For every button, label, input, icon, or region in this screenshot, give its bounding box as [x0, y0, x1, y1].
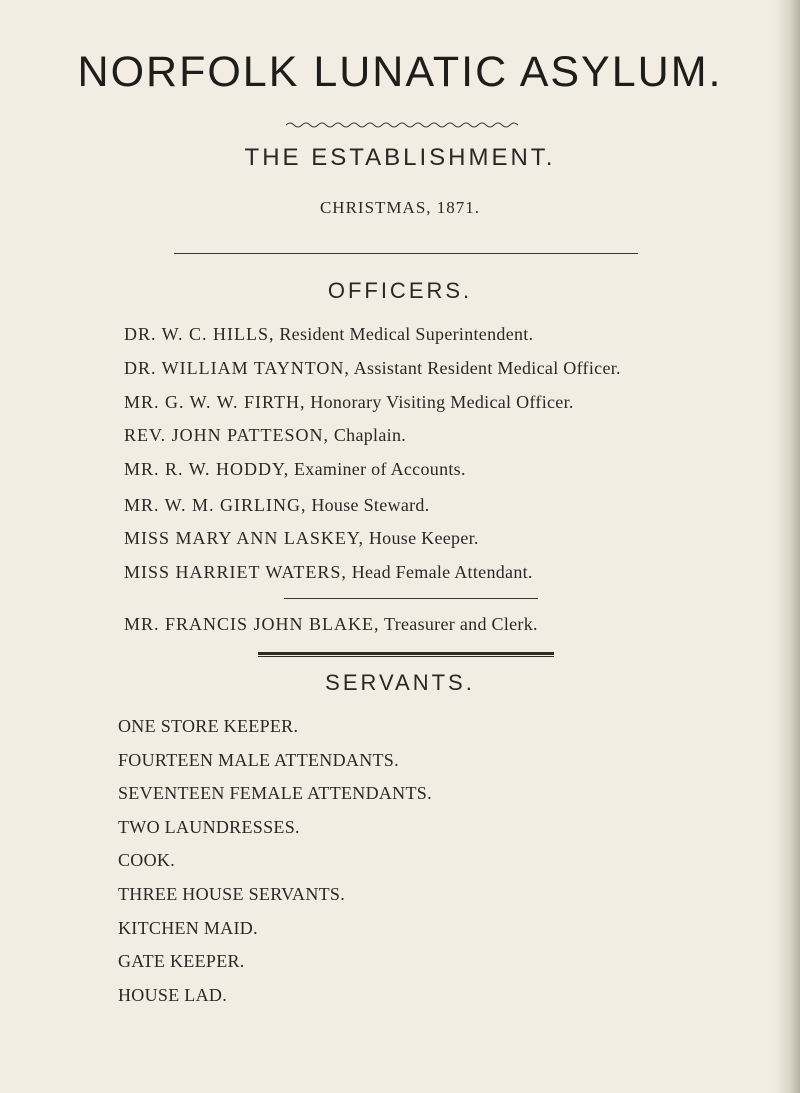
double-divider-rule: [258, 652, 554, 657]
officer-entry: [124, 324, 533, 345]
officers-heading: OFFICERS.: [327, 278, 473, 303]
servant-entry: GATE KEEPER.: [118, 951, 245, 971]
officer-name: MISS MARY ANN LASKEY,: [124, 528, 365, 548]
officer-name: DR. WILLIAM TAYNTON,: [124, 358, 350, 378]
officer-name: MISS HARRIET WATERS,: [124, 562, 347, 582]
officer-role: Examiner of Accounts.: [294, 459, 466, 479]
officer-name: MR. G. W. W. FIRTH,: [124, 392, 306, 412]
officer-name: MR. R. W. HODDY,: [124, 459, 290, 479]
officer-entry: [124, 562, 533, 583]
divider-rule: [174, 253, 638, 254]
servant-entry: COOK.: [118, 850, 176, 870]
officer-entry: [124, 392, 574, 413]
servant-entry: FOURTEEN MALE ATTENDANTS.: [118, 750, 399, 770]
officer-entry: [124, 425, 406, 446]
officer-role: Chaplain.: [333, 425, 407, 445]
officer-entry: [124, 495, 430, 516]
document-date: CHRISTMAS, 1871.: [319, 198, 481, 217]
establishment-subtitle: THE ESTABLISHMENT.: [244, 144, 556, 171]
officer-role: Head Female Attendant.: [351, 562, 533, 582]
servant-entry: ONE STORE KEEPER.: [118, 716, 299, 736]
ornamental-wavy-rule: [286, 120, 518, 130]
servant-entry: KITCHEN MAID.: [118, 918, 258, 938]
officer-entry: [124, 528, 479, 549]
divider-rule: [284, 598, 538, 599]
officer-name: MR. FRANCIS JOHN BLAKE,: [124, 614, 380, 634]
officer-name: MR. W. M. GIRLING,: [124, 495, 307, 515]
officer-name: REV. JOHN PATTESON,: [124, 425, 330, 445]
document-title: NORFOLK LUNATIC ASYLUM.: [77, 48, 723, 96]
officer-role: Resident Medical Superintendent.: [279, 324, 534, 344]
officer-entry: [124, 614, 538, 635]
officer-role: House Steward.: [311, 495, 430, 515]
servant-entry: THREE HOUSE SERVANTS.: [118, 884, 346, 904]
officer-entry: [124, 459, 466, 480]
officer-entry: [124, 358, 621, 379]
officer-role: Honorary Visiting Medical Officer.: [310, 392, 574, 412]
officer-role: Treasurer and Clerk.: [384, 614, 538, 634]
officer-name: DR. W. C. HILLS,: [124, 324, 275, 344]
officer-role: House Keeper.: [368, 528, 479, 548]
servant-entry: TWO LAUNDRESSES.: [118, 817, 300, 837]
servant-entry: HOUSE LAD.: [118, 985, 227, 1005]
officer-role: Assistant Resident Medical Officer.: [353, 358, 621, 378]
servant-entry: SEVENTEEN FEMALE ATTENDANTS.: [118, 783, 432, 803]
servants-heading: SERVANTS.: [325, 670, 475, 695]
